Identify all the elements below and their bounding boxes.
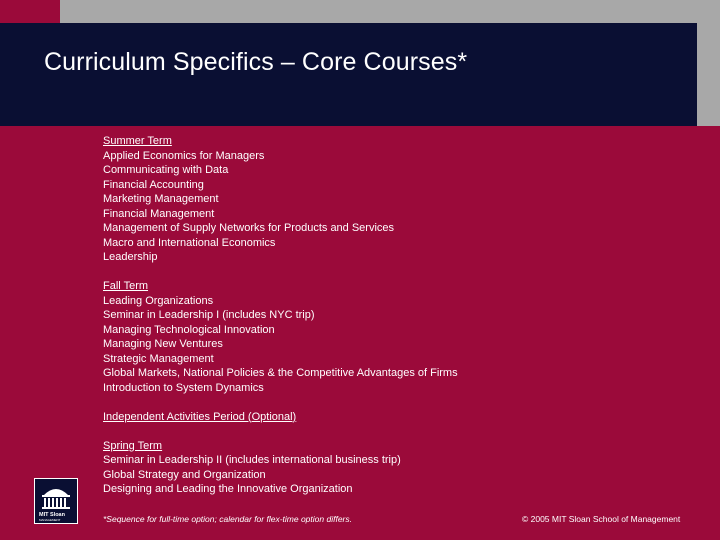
course-item: Management of Supply Networks for Products and Services [103,222,395,234]
course-item: Marketing Management [103,193,219,205]
term-summer [103,134,663,265]
term-iap [103,410,663,425]
course-item: Introduction to System Dynamics [103,381,264,394]
course-item: Leading Organizations [103,294,214,307]
logo-subtext: MANAGEMENT [39,518,61,522]
copyright-notice: © 2005 MIT Sloan School of Management [522,514,681,524]
course-item: Designing and Leading the Innovative Organization [103,483,353,495]
term-heading: Summer Term [103,135,172,147]
slide-title: Curriculum Specifics – Core Courses* [44,48,468,76]
footnote: *Sequence for full-time option; calendar for flex-time option differs. [103,514,352,524]
term-heading: Independent Activities Period (Optional) [103,410,297,423]
top-left-accent-block [0,0,60,23]
course-item: Managing New Ventures [103,338,223,350]
mit-sloan-logo [34,478,78,524]
top-gray-strip [0,0,720,23]
mit-dome-icon [35,479,77,523]
course-item: Global Markets, National Policies & the Competitive Advantages of Firms [103,367,458,379]
right-gray-bar [697,23,720,126]
course-list [103,134,663,511]
course-item: Managing Technological Innovation [103,323,275,336]
term-heading: Spring Term [103,439,163,452]
course-item: Global Strategy and Organization [103,468,266,481]
term-spring [103,439,663,497]
term-fall [103,279,663,395]
course-item: Communicating with Data [103,164,229,176]
course-item: Seminar in Leadership II (includes international business trip) [103,454,401,466]
course-item: Financial Management [103,207,215,220]
term-heading: Fall Term [103,280,149,292]
course-item: Applied Economics for Managers [103,149,265,162]
course-item: Financial Accounting [103,178,204,191]
logo-text: MIT Sloan [39,512,65,518]
course-item: Leadership [103,251,158,263]
course-item: Macro and International Economics [103,236,276,249]
course-item: Strategic Management [103,352,214,365]
course-item: Seminar in Leadership I (includes NYC trip) [103,309,315,321]
